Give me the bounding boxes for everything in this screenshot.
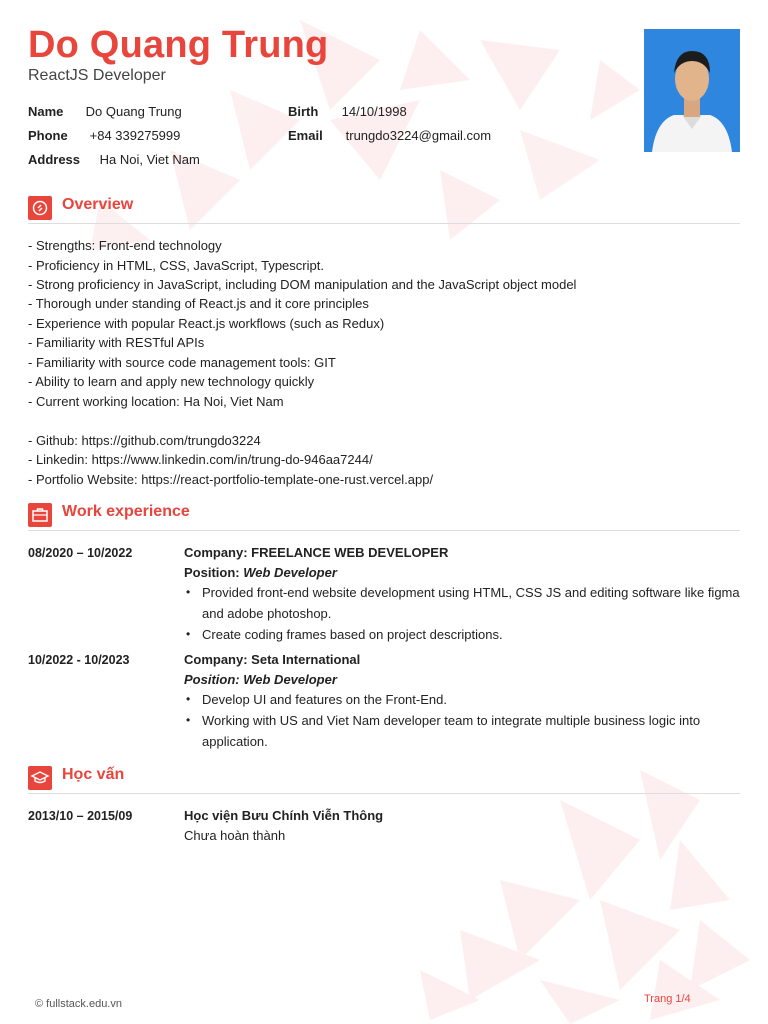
info-phone — [28, 128, 180, 143]
education-dates: 2013/10 – 2015/09 — [28, 809, 133, 823]
overview-line: - Current working location: Ha Noi, Viet Nam — [28, 394, 284, 409]
job-position-label: Position: — [184, 565, 240, 580]
info-address-value: Ha Noi, Viet Nam — [99, 152, 200, 167]
overview-section-header — [28, 194, 740, 224]
candidate-name: Do Quang Trung — [28, 24, 329, 66]
info-email — [288, 128, 491, 143]
info-email-value[interactable]: trungdo3224@gmail.com — [345, 128, 492, 143]
work-title: Work experience — [62, 503, 190, 520]
info-birth-label: Birth — [288, 104, 319, 119]
info-phone-value: +84 339275999 — [89, 128, 181, 143]
overview-line: - Familiarity with RESTful APIs — [28, 335, 205, 350]
info-address-label: Address — [28, 152, 81, 167]
profile-photo — [644, 29, 740, 152]
footer-copyright: © fullstack.edu.vn — [35, 998, 122, 1010]
overview-title: Overview — [62, 196, 134, 213]
job-bullet: • Working with US and Viet Nam developer team to integrate multiple business logic into application. — [186, 710, 740, 752]
github-link[interactable]: - Github: https://github.com/trungdo3224 — [28, 433, 261, 448]
info-name-value: Do Quang Trung — [85, 104, 182, 119]
job-dates: 10/2022 - 10/2023 — [28, 653, 130, 667]
overview-line: - Ability to learn and apply new technology quickly — [28, 374, 315, 389]
linkedin-link[interactable]: - Linkedin: https://www.linkedin.com/in/trung-do-946aa7244/ — [28, 452, 373, 467]
info-name — [28, 104, 182, 119]
job-position-label: Position: — [184, 672, 240, 687]
job-bullet: • Develop UI and features on the Front-End. — [186, 689, 740, 710]
job-company: Company: FREELANCE WEB DEVELOPER — [184, 545, 449, 560]
job-company: Company: Seta International — [184, 652, 361, 667]
briefcase-icon — [28, 503, 52, 527]
education-section-header — [28, 764, 740, 794]
job-bullet: • Create coding frames based on project descriptions. — [186, 624, 740, 645]
footer-page-number: Trang 1/4 — [644, 993, 691, 1005]
education-school: Học viện Bưu Chính Viễn Thông — [184, 808, 384, 823]
job-position — [184, 672, 337, 687]
overview-line: - Proficiency in HTML, CSS, JavaScript, Typescript. — [28, 258, 324, 273]
job-bullet: • Provided front-end website development using HTML, CSS JS and editing software like figma and adobe photoshop. — [186, 582, 740, 624]
overview-icon — [28, 196, 52, 220]
job-position — [184, 565, 337, 580]
info-phone-label: Phone — [28, 128, 68, 143]
job-position-value: Web Developer — [243, 565, 337, 580]
overview-line: - Thorough under standing of React.js and it core principles — [28, 296, 369, 311]
graduation-cap-icon — [28, 766, 52, 790]
overview-line: - Strong proficiency in JavaScript, including DOM manipulation and the JavaScript object model — [28, 277, 577, 292]
info-birth-value: 14/10/1998 — [341, 104, 407, 119]
work-section-header — [28, 501, 740, 531]
job-dates: 08/2020 – 10/2022 — [28, 546, 133, 560]
info-name-label: Name — [28, 104, 64, 119]
portfolio-link[interactable]: - Portfolio Website: https://react-portfolio-template-one-rust.vercel.app/ — [28, 472, 434, 487]
person-portrait-icon — [644, 29, 740, 152]
education-title: Học vấn — [62, 766, 125, 783]
overview-line: - Strengths: Front-end technology — [28, 238, 222, 253]
overview-line: - Familiarity with source code management tools: GIT — [28, 355, 336, 370]
info-address — [28, 152, 200, 167]
candidate-role: ReactJS Developer — [28, 67, 166, 84]
overview-line: - Experience with popular React.js workflows (such as Redux) — [28, 316, 385, 331]
info-email-label: Email — [288, 128, 323, 143]
info-birth — [288, 104, 407, 119]
job-position-value: Web Developer — [243, 672, 337, 687]
education-status: Chưa hoàn thành — [184, 828, 286, 843]
